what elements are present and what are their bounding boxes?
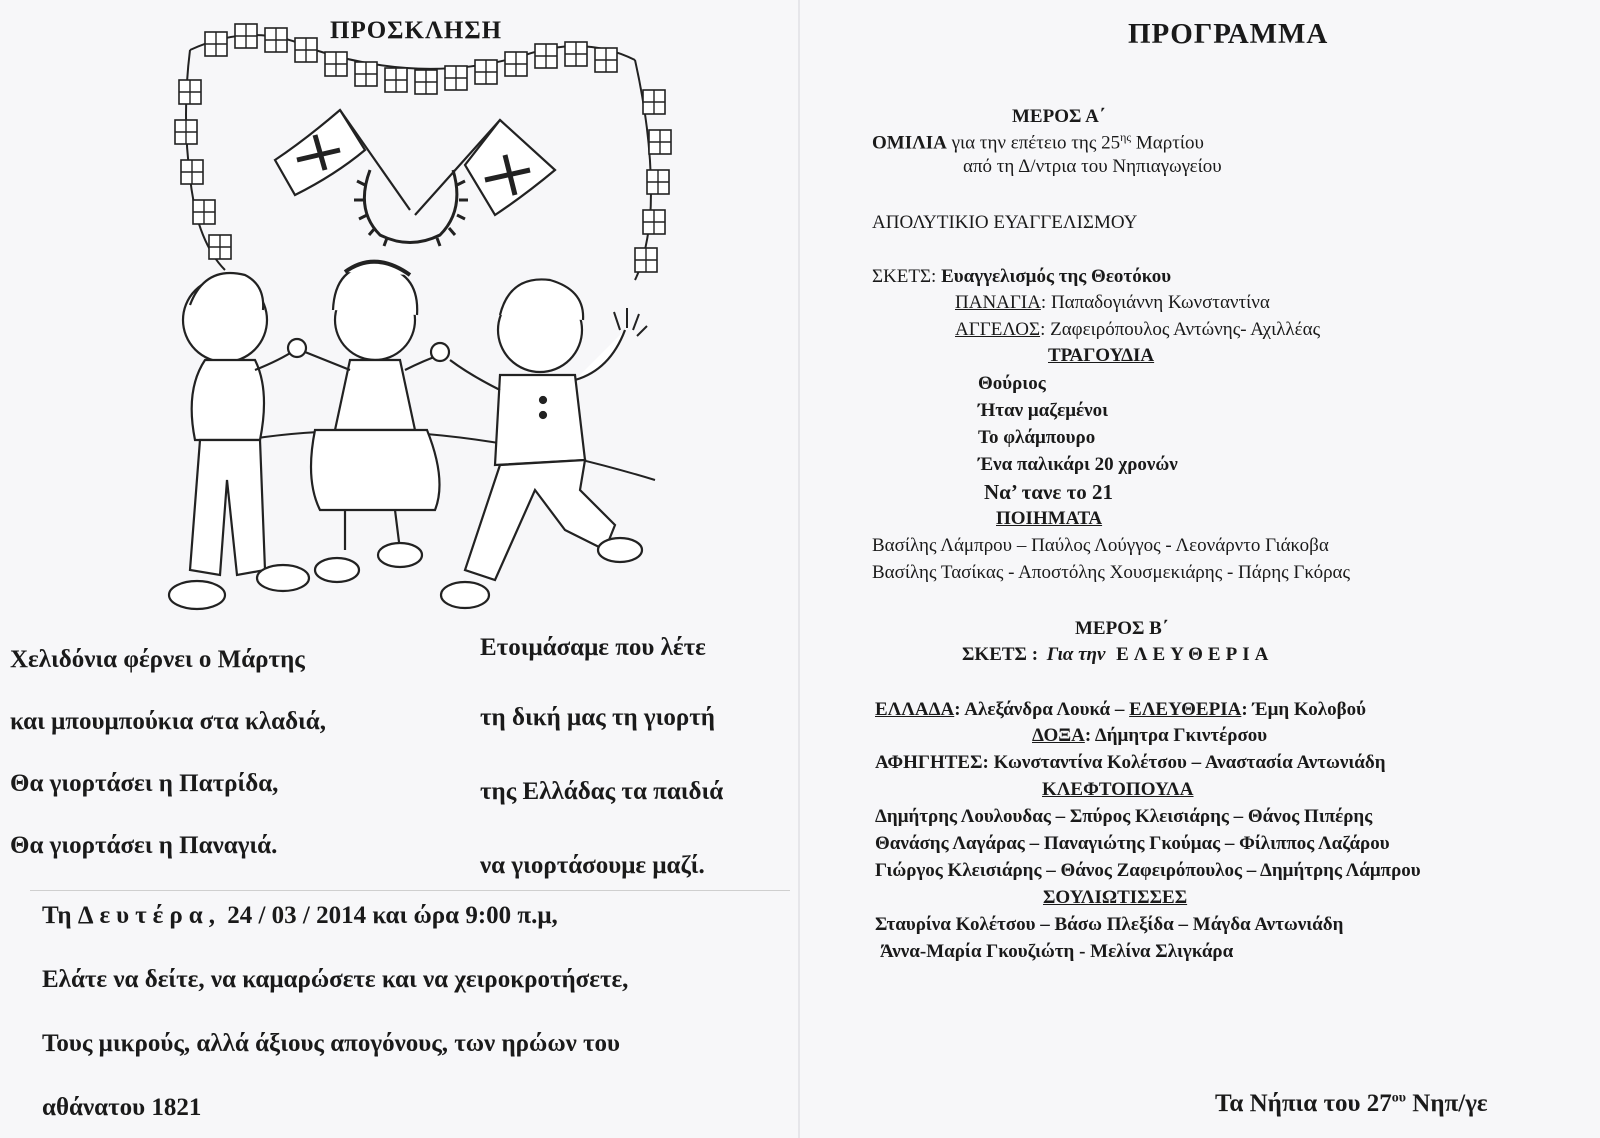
song-4: Ένα παλικάρι 20 χρονών — [978, 454, 1178, 475]
invite-line-2: Τους μικρούς, αλλά άξιους απογόνους, των ηρώων του — [42, 1030, 621, 1057]
poem-left-line-4: Θα γιορτάσει η Παναγιά. — [10, 832, 278, 859]
poems-line-1: Βασίλης Λάμπρου – Παύλος Λούγγος - Λεονάρντο Γιάκοβα — [872, 535, 1329, 556]
role-ellada-line — [875, 699, 1366, 721]
sketch-1-title: Ευαγγελισμός της Θεοτόκου — [941, 266, 1172, 287]
speech-sup: ης — [1120, 130, 1132, 144]
role-angelos-name: : Ζαφειρόπουλος Αντώνης- Αχιλλέας — [1040, 319, 1321, 340]
invitation-title: ΠΡΟΣΚΛΗΣΗ — [330, 17, 503, 44]
narrators-line: ΑΦΗΓΗΤΕΣ: Κωνσταντίνα Κολέτσου – Αναστασία Αντωνιάδη — [875, 752, 1386, 773]
dancing-children-illustration — [165, 10, 685, 630]
songs-heading: ΤΡΑΓΟΥΔΙΑ — [1048, 345, 1155, 366]
sketch-2-line — [962, 644, 1273, 666]
song-2: Ήταν μαζεμένοι — [978, 400, 1108, 421]
song-1: Θούριος — [978, 373, 1046, 394]
date-prefix: Τη — [42, 902, 72, 929]
footer-sup: ου — [1391, 1090, 1407, 1106]
footer-text: Τα Νήπια του 27 — [1215, 1090, 1392, 1117]
kleftopoula-line-3: Γιώργος Κλεισιάρης – Θάνος Ζαφειρόπουλος – Δημήτρης Λάμπρου — [875, 860, 1421, 881]
footer-signature — [1215, 1090, 1488, 1118]
souliotisses-line-1: Σταυρίνα Κολέτσου – Βάσω Πλεξίδα – Μάγδα Αντωνιάδη — [875, 914, 1344, 935]
sketch-2-title: ΕΛΕΥΘΕΡΙΑ — [1116, 644, 1274, 665]
song-3: Το φλάμπουρο — [978, 427, 1096, 448]
role-panagia — [955, 292, 1270, 314]
poem-left-line-1: Χελιδόνια φέρνει ο Μάρτης — [10, 646, 305, 673]
program-page — [800, 0, 1600, 1138]
speech-line — [872, 130, 1204, 154]
speech-end: Μαρτίου — [1135, 132, 1204, 154]
role-doxa-name: : Δήμητρα Γκιντέρσου — [1084, 725, 1268, 746]
sketch-2-label: ΣΚΕΤΣ : — [962, 644, 1039, 665]
poem-right-line-1: Ετοιμάσαμε που λέτε — [480, 634, 706, 661]
sketch-2-for: Για την — [1046, 644, 1106, 665]
invite-line-1: Ελάτε να δείτε, να καμαρώσετε και να χειροκροτήσετε, — [42, 966, 629, 993]
role-ellada-label: ΕΛΛΑΔΑ — [875, 699, 955, 720]
kleftopoula-line-2: Θανάσης Λαγάρας – Παναγιώτης Γκούμας – Φίλιππος Λαζάρου — [875, 833, 1390, 854]
kleftopoula-line-1: Δημήτρης Λουλουδας – Σπύρος Κλεισιάρης – Θάνος Πιπέρης — [875, 806, 1373, 827]
poem-right-line-3: της Ελλάδας τα παιδιά — [480, 778, 724, 805]
poem-left-line-2: και μπουμπούκια στα κλαδιά, — [10, 708, 327, 735]
role-angelos — [955, 319, 1320, 341]
apolytikio-heading: ΑΠΟΛΥΤΙΚΙΟ ΕΥΑΓΓΕΛΙΣΜΟΥ — [872, 212, 1138, 233]
speech-label: ΟΜΙΛΙΑ — [872, 132, 947, 154]
kleftopoula-heading: ΚΛΕΦΤΟΠΟΥΛΑ — [1042, 779, 1194, 800]
sketch-1-line — [872, 266, 1171, 288]
poem-left-line-3: Θα γιορτάσει η Πατρίδα, — [10, 770, 279, 797]
speech-by: από τη Δ/ντρια του Νηπιαγωγείου — [963, 156, 1222, 177]
role-eleftheria-name: : Έμη Κολοβού — [1241, 699, 1367, 720]
song-5: Να’ τανε το 21 — [984, 480, 1114, 504]
part-b-heading: ΜΕΡΟΣ Β΄ — [1075, 618, 1169, 639]
event-date-line — [42, 902, 558, 930]
invite-line-3: αθάνατου 1821 — [42, 1094, 202, 1121]
part-a-heading: ΜΕΡΟΣ Α΄ — [1012, 106, 1106, 127]
poem-right-line-4: να γιορτάσουμε μαζί. — [480, 852, 705, 879]
date-rest: 24 / 03 / 2014 και ώρα 9:00 π.μ, — [227, 902, 558, 929]
poems-heading: ΠΟΙΗΜΑΤΑ — [996, 508, 1103, 529]
role-doxa-label: ΔΟΞΑ — [1032, 725, 1085, 746]
role-doxa-line — [1032, 725, 1267, 747]
souliotisses-line-2: Άννα-Μαρία Γκουζιώτη - Μελίνα Σλιγκάρα — [880, 941, 1234, 962]
sketch-1-label: ΣΚΕΤΣ: — [872, 266, 937, 287]
role-ellada-name: : Αλεξάνδρα Λουκά – — [954, 699, 1125, 720]
poem-right-line-2: τη δική μας τη γιορτή — [480, 704, 715, 731]
date-day: Δευτέρα, — [77, 902, 221, 929]
poems-line-2: Βασίλης Τασίκας - Αποστόλης Χουσμεκιάρης - Πάρης Γκόρας — [872, 562, 1351, 583]
speech-text: για την επέτειο της 25 — [951, 132, 1121, 154]
role-panagia-name: : Παπαδογιάννη Κωνσταντίνα — [1040, 292, 1270, 313]
souliotisses-heading: ΣΟΥΛΙΩΤΙΣΣΕΣ — [1043, 887, 1188, 908]
role-panagia-label: ΠΑΝΑΓΙΑ — [955, 292, 1041, 313]
program-title: ΠΡΟΓΡΑΜΜΑ — [1128, 18, 1329, 50]
footer-end: Νηπ/γε — [1412, 1090, 1488, 1117]
separator-line — [30, 890, 790, 891]
role-angelos-label: ΑΓΓΕΛΟΣ — [955, 319, 1041, 340]
role-eleftheria-label: ΕΛΕΥΘΕΡΙΑ — [1129, 699, 1242, 720]
